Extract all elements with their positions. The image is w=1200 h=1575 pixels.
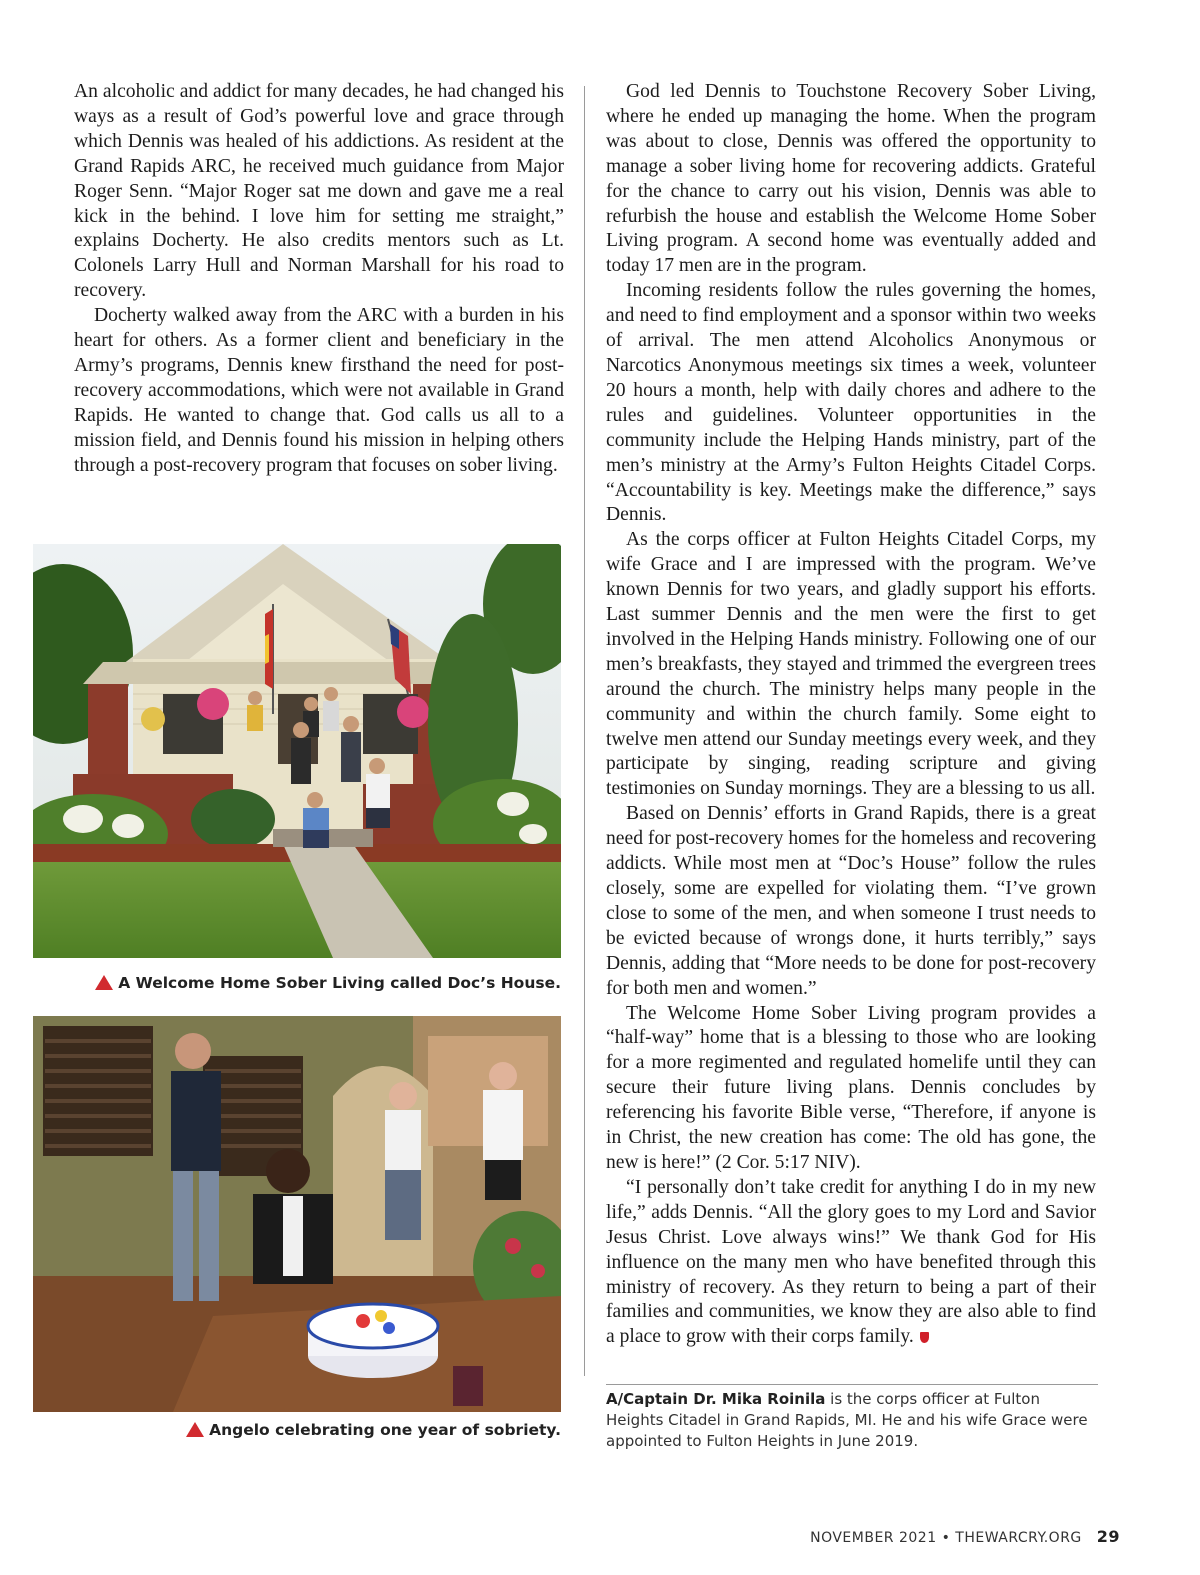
house-photo-caption: A Welcome Home Sober Living called Doc’s House. xyxy=(95,974,561,992)
cake-photo-caption: Angelo celebrating one year of sobriety. xyxy=(186,1421,561,1439)
author-bio xyxy=(606,1384,1098,1452)
column-divider xyxy=(584,86,585,1376)
end-mark-icon xyxy=(920,1332,929,1343)
body-paragraph: Based on Dennis’ efforts in Grand Rapids, there is a great need for post-recovery homes for the homeless and recovering addicts. While most men at “Doc’s House” follow the rules closely, some are expelled for violating them. “I’ve grown close to some of the men, and when someone I trust needs to be evicted because of wrongs done, it hurts terribly,” says Dennis, adding that “More needs to be done for post-recovery for both men and women.” xyxy=(606,803,1096,999)
body-paragraph: An alcoholic and addict for many decades, he had changed his ways as a result of God’s powerful love and grace through which Dennis was healed of his addictions. As resident at the Grand Rapids ARC, he received much guidance from Major Roger Senn. “Major Roger sat me down and gave me a real kick in the behind. I love him for setting me straight,” explains Docherty. He also credits mentors such as Lt. Colonels Larry Hull and Norman Marshall for his road to recovery. xyxy=(74,81,564,302)
body-paragraph: Incoming residents follow the rules governing the homes, and need to find employment and a sponsor within two weeks of arrival. The men attend Alcoholics Anonymous or Narcotics Anonymous meetings six times a week, volunteer 20 hours a month, help with daily chores and adhere to the rules and guidelines. Volunteer opportunities in the community include the Helping Hands ministry, part of the men’s ministry at the Army’s Fulton Heights Citadel Corps. “Accountability is key. Meetings make the difference,” says Dennis. xyxy=(606,280,1096,526)
caption-arrow-icon xyxy=(186,1422,204,1437)
body-paragraph: The Welcome Home Sober Living program provides a “half-way” home that is a blessing to those who are looking for a more regimented and regulated homelife until they can secure their future living plans. Dennis concludes by referencing his favorite Bible verse, “Therefore, if anyone is in Christ, the new creation has come: The old has gone, the new is here!” (2 Cor. 5:17 NIV). xyxy=(606,1002,1096,1173)
right-column xyxy=(606,80,1096,1350)
issue-date: NOVEMBER 2021 xyxy=(810,1530,937,1546)
page-number: 29 xyxy=(1096,1527,1120,1546)
author-description: is the corps officer at Fulton Heights Citadel in Grand Rapids, MI. He and his wife Grace were appointed to Fulton Heights in June 2019. xyxy=(606,1390,1088,1450)
body-paragraph: As the corps officer at Fulton Heights Citadel Corps, my wife Grace and I are impressed with the program. We’ve known Dennis for two years, and gladly support his efforts. Last summer Dennis and the men were the first to get involved in the Helping Hands ministry. Following one of our men’s breakfasts, they stayed and trimmed the evergreen trees around the church. The ministry helps many people in the community and within the church family. Some eight to twelve men attend our Sunday meetings every week, and they participate by singing, reading scripture and giving testimonies on Sunday mornings. They are a blessing to us all. xyxy=(606,529,1096,800)
body-paragraph: Docherty walked away from the ARC with a burden in his heart for others. As a former client and beneficiary in the Army’s programs, Dennis knew firsthand the need for post-recovery accommodations, which were not available in Grand Rapids. He wanted to change that. God calls us all to a mission field, and Dennis found his mission in helping others through a post-recovery program that focuses on sober living. xyxy=(74,305,564,476)
left-column xyxy=(74,80,564,479)
body-paragraph-last: “I personally don’t take credit for anything I do in my new life,” adds Dennis. “All the glory goes to my Lord and Savior Jesus Christ. Love always wins!” We thank God for His influence on the many men who have benefited through this ministry of recovery. As they return to being a part of their families and communities, we know they are also able to find a place to grow with their corps family. xyxy=(606,1176,1096,1348)
caption-arrow-icon xyxy=(95,975,113,990)
site-url: THEWARCRY.ORG xyxy=(955,1530,1082,1546)
house-photo xyxy=(33,544,561,958)
cake-photo xyxy=(33,1016,561,1412)
body-paragraph: God led Dennis to Touchstone Recovery Sober Living, where he ended up managing the home. When the program was about to close, Dennis was offered the opportunity to manage a sober living home for recovering addicts. Grateful for the chance to carry out his vision, Dennis was able to refurbish the house and establish the Welcome Home Sober Living program. A second home was eventually added and today 17 men are in the program. xyxy=(606,81,1096,277)
author-name: A/Captain Dr. Mika Roinila xyxy=(606,1390,826,1408)
page-footer xyxy=(810,1527,1120,1546)
footer-separator: • xyxy=(941,1530,951,1546)
